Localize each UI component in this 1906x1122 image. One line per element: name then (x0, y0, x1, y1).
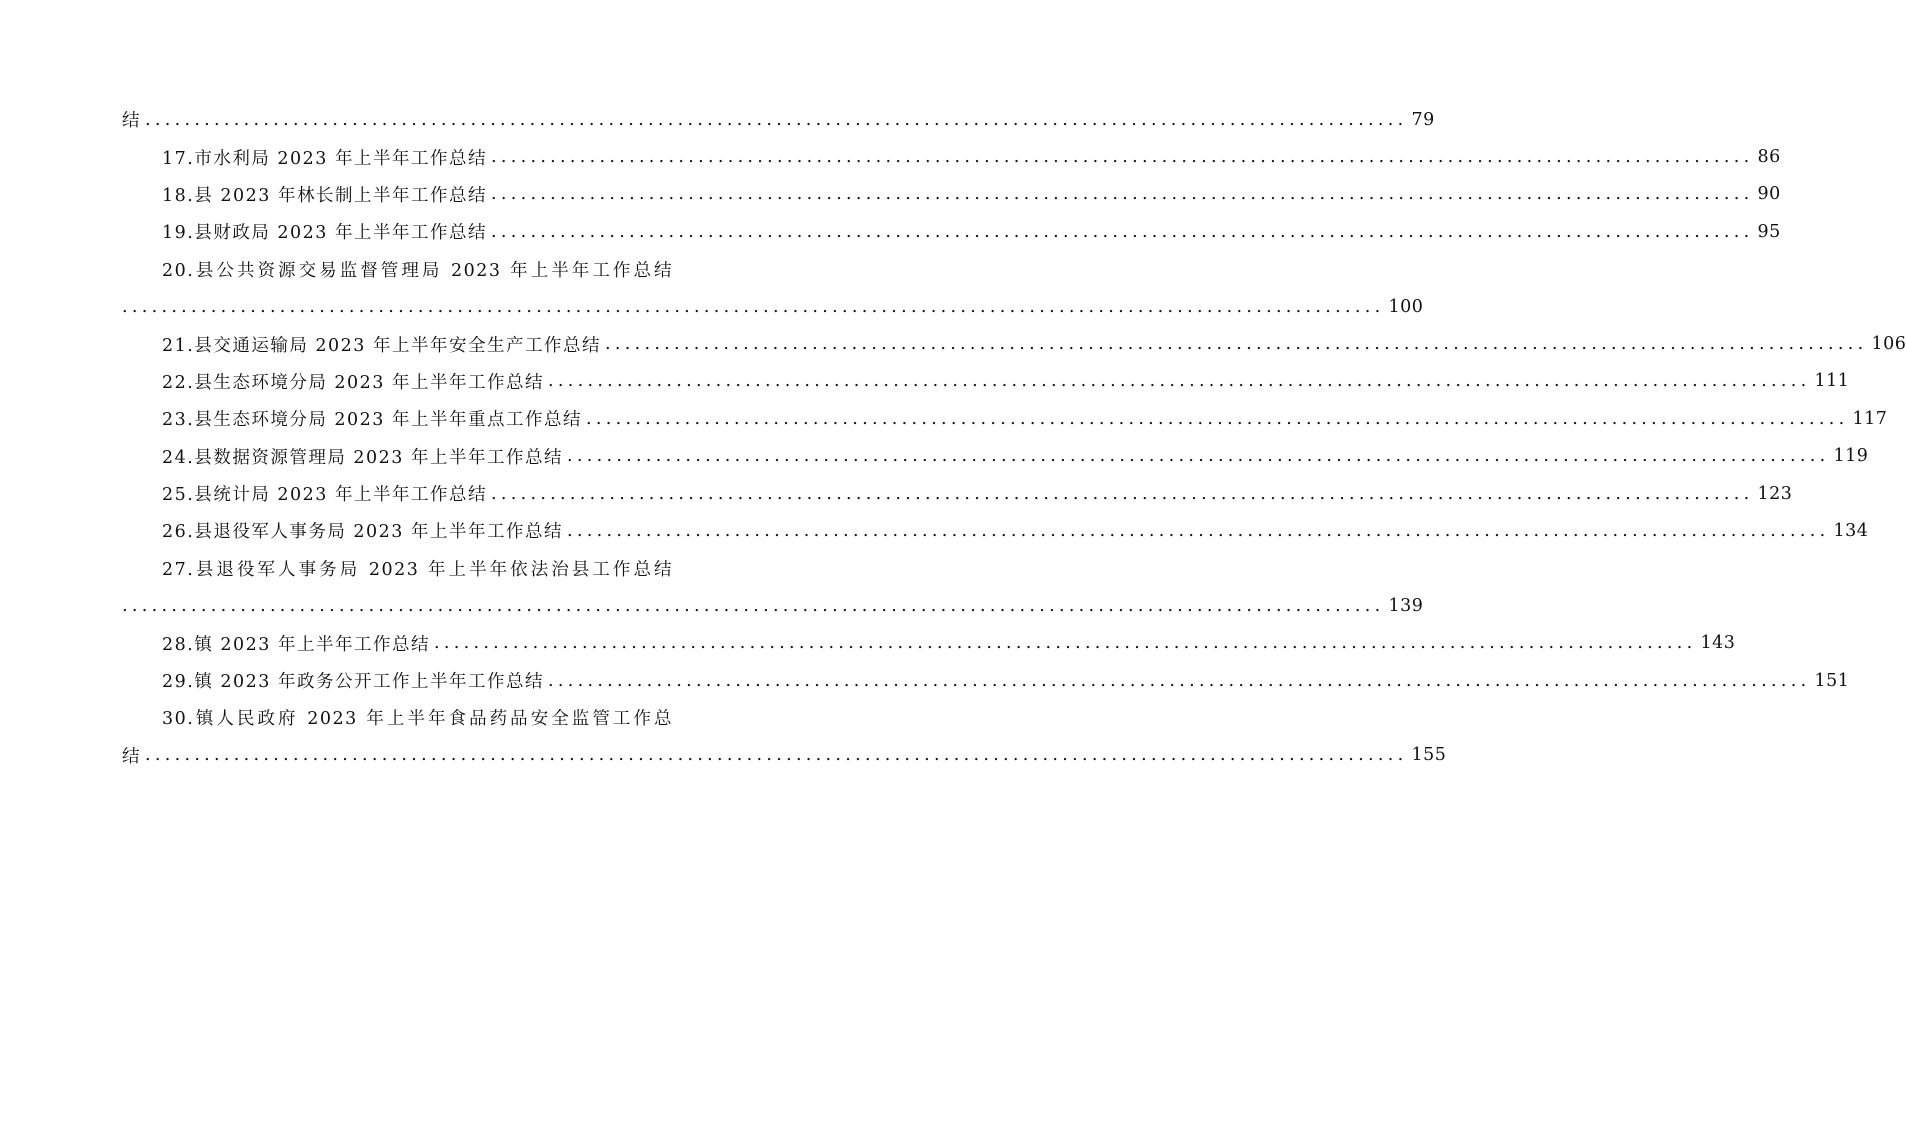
toc-leader-dots: ................................................................................................................................ (434, 633, 1697, 654)
toc-entry-title: 23.县生态环境分局 2023 年上半年重点工作总结 (162, 410, 582, 431)
toc-line[interactable] (122, 438, 1869, 475)
toc-page-number: 143 (1700, 633, 1736, 654)
toc-page-number: 155 (1411, 745, 1447, 766)
toc-line[interactable] (122, 662, 1850, 699)
toc-entry-title: 30.镇人民政府 2023 年上半年食品药品安全监管工作总 (162, 709, 673, 730)
toc-leader-dots: ................................................................................................................................ (491, 483, 1754, 504)
toc-page-number: 139 (1388, 595, 1424, 616)
toc-entry-title: 27.县退役军人事务局 2023 年上半年依法治县工作总结 (162, 559, 673, 580)
toc-line[interactable] (122, 363, 1850, 400)
toc-entry-title: 结 (122, 111, 141, 132)
toc-leader-dots: ................................................................................................................................ (145, 109, 1408, 130)
toc-entry-title: 21.县交通运输局 2023 年上半年安全生产工作总结 (162, 335, 601, 356)
toc-line[interactable] (122, 213, 1781, 250)
toc-leader-dots: ................................................................................................................................ (567, 520, 1830, 541)
toc-line[interactable] (122, 176, 1781, 213)
toc-leader-dots: ................................................................................................................................ (548, 670, 1811, 691)
toc-entry-title: 18.县 2023 年林长制上半年工作总结 (162, 185, 487, 206)
toc-line[interactable] (122, 400, 1888, 437)
toc-line[interactable] (122, 475, 1793, 512)
toc-page-number: 106 (1871, 334, 1906, 355)
toc-line[interactable] (122, 587, 1424, 624)
toc-line[interactable] (122, 325, 1906, 362)
toc-leader-dots: ................................................................................................................................ (548, 371, 1811, 392)
toc-entry-title: 17.市水利局 2023 年上半年工作总结 (162, 148, 487, 169)
toc-leader-dots: ................................................................................................................................ (586, 408, 1849, 429)
toc-entry-title: 29.镇 2023 年政务公开工作上半年工作总结 (162, 672, 544, 693)
toc-entry-title: 25.县统计局 2023 年上半年工作总结 (162, 485, 487, 506)
toc-line[interactable] (122, 624, 1736, 661)
toc-line[interactable] (122, 251, 673, 288)
toc-entry-title: 24.县数据资源管理局 2023 年上半年工作总结 (162, 447, 563, 468)
toc-leader-dots: ................................................................................................................................ (491, 147, 1754, 168)
toc-entry-title: 22.县生态环境分局 2023 年上半年工作总结 (162, 372, 544, 393)
toc-entry-title: 结 (122, 746, 141, 767)
toc-line[interactable] (122, 512, 1869, 549)
toc-leader-dots: ................................................................................................................................ (145, 745, 1408, 766)
toc-line[interactable] (122, 737, 1447, 774)
toc-page-number: 100 (1388, 296, 1424, 317)
toc-leader-dots: ................................................................................................................................ (122, 595, 1385, 616)
toc-page-number: 79 (1411, 109, 1435, 130)
toc-line[interactable] (122, 699, 673, 736)
table-of-contents (122, 101, 1906, 774)
toc-page-number: 134 (1833, 520, 1869, 541)
toc-entry-title: 19.县财政局 2023 年上半年工作总结 (162, 223, 487, 244)
toc-leader-dots: ................................................................................................................................ (605, 334, 1868, 355)
toc-line[interactable] (122, 138, 1781, 175)
toc-page-number: 117 (1852, 408, 1888, 429)
toc-page-number: 111 (1814, 371, 1850, 392)
toc-entry-title: 26.县退役军人事务局 2023 年上半年工作总结 (162, 522, 563, 543)
toc-entry-title: 28.镇 2023 年上半年工作总结 (162, 634, 430, 655)
toc-leader-dots: ................................................................................................................................ (491, 184, 1754, 205)
toc-line[interactable] (122, 550, 673, 587)
toc-leader-dots: ................................................................................................................................ (491, 221, 1754, 242)
toc-page-number: 119 (1833, 446, 1869, 467)
toc-page-number: 86 (1757, 147, 1781, 168)
toc-page-number: 95 (1757, 221, 1781, 242)
toc-leader-dots: ................................................................................................................................ (567, 446, 1830, 467)
toc-entry-title: 20.县公共资源交易监督管理局 2023 年上半年工作总结 (162, 260, 673, 281)
toc-leader-dots: ................................................................................................................................ (122, 296, 1385, 317)
toc-page-number: 151 (1814, 670, 1850, 691)
toc-page-number: 123 (1757, 483, 1793, 504)
toc-line[interactable] (122, 101, 1435, 138)
toc-page-number: 90 (1757, 184, 1781, 205)
toc-line[interactable] (122, 288, 1424, 325)
